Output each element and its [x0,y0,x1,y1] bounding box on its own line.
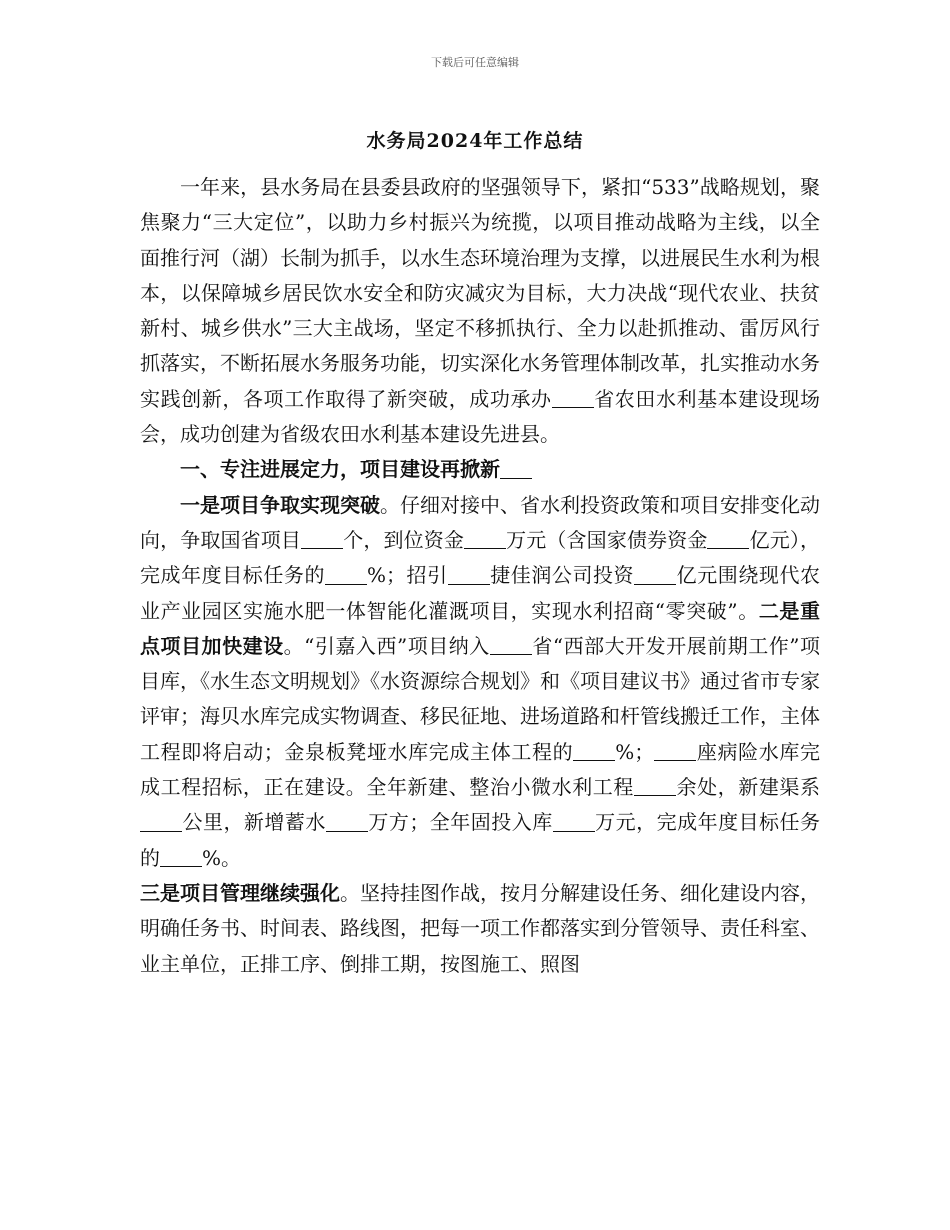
paragraph-management [140,876,820,982]
text-run: 万元（含国家债券资金 [506,527,708,552]
fill-blank [140,811,182,832]
section-heading-text: 一、专注进展定力，项目建设再掀新 [180,457,500,482]
text-run: 万方；全年固投入库 [367,810,553,835]
fill-blank [573,740,615,761]
document-title: 水务局2024年工作总结 [366,130,584,152]
fill-blank [325,564,367,585]
bold-lead: 三是项目管理继续强化 [140,880,340,905]
fill-blank [553,811,595,832]
fill-blank [490,634,532,655]
text-run: 。坚持挂图作战，按月分解建设任务、细化建设内容，明确任务书、时间表、路线图，把每一项工作都落实到分管领导、责任科室、业主单位，正排工序、倒排工期，按图施工、照图 [140,880,820,976]
text-run: 座病险水库完成工程招标，正在建设。全年新建、整治小微水利工程 [140,739,821,800]
text-run: 。“引嘉入西”项目纳入 [283,633,490,658]
text-run: 捷佳润公司投资 [489,563,635,588]
text-run: %； [615,739,655,764]
text-run: 万元，完成年度目标任务的 [140,810,821,870]
document-body [140,170,820,982]
fill-blank [552,387,594,408]
section-heading [140,452,820,487]
fill-blank [500,458,532,479]
intro-paragraph [140,170,820,452]
fill-blank [634,564,676,585]
fill-blank [301,528,343,549]
bold-lead: 二是重点项目加快建设 [140,598,820,658]
text-run: %。 [202,845,242,870]
fill-blank [160,846,202,867]
bold-lead: 一是项目争取实现突破 [180,492,380,517]
fill-blank [464,528,506,549]
intro-text-2: 省农田水利基本建设现场会，成功创建为省级农田水利基本建设先进县。 [140,386,821,447]
text-run: 个，到位资金 [343,527,465,552]
fill-blank [448,564,490,585]
fill-blank [634,775,676,796]
text-run: 。仔细对接中、省水利投资政策和项目安排变化动向，争取国省项目 [140,492,820,552]
fill-blank [326,811,368,832]
text-run: %；招引 [367,563,448,588]
intro-text-1: 一年来，县水务局在县委县政府的坚强领导下，紧扣“533”战略规划，聚焦聚力“三大定位”，以助力乡村振兴为统揽，以项目推动战略为主线，以全面推行河（湖）长制为抓手，以水生态环境治理为支撑，以进展民生水利为根本，以保障城乡居民饮水安全和防灾减灾为目标，大力决战“现代农业、扶贫新村、城乡供水”三大主战场，坚定不移抓执行、全力以赴抓推动、雷厉风行抓落实，不断拓展水务服务功能，切实深化水务管理体制改革，扎实推动水务实践创新，各项工作取得了新突破，成功承办 [140,175,820,411]
text-run: 公里，新增蓄水 [182,810,326,835]
text-run: 省“西部大开发开展前期工作”项目库，《水生态文明规划》《水资源综合规划》和《项目建议书》通过省市专家评审；海贝水库完成实物调查、移民征地、进场道路和杆管线搬迁工作，主体工程即将启动；金泉板凳垭水库完成主体工程的 [140,633,821,764]
paragraph-projects [140,488,820,876]
text-run: 亿元围绕现代农业产业园区实施水肥一体智能化灌溉项目，实现水利招商“零突破”。 [140,563,821,623]
text-run: 余处，新建渠系 [675,775,821,800]
fill-blank [707,528,749,549]
fill-blank [654,740,696,761]
text-run: 亿元），完成年度目标任务的 [140,527,821,588]
header-note: 下载后可任意编辑 [431,56,519,69]
